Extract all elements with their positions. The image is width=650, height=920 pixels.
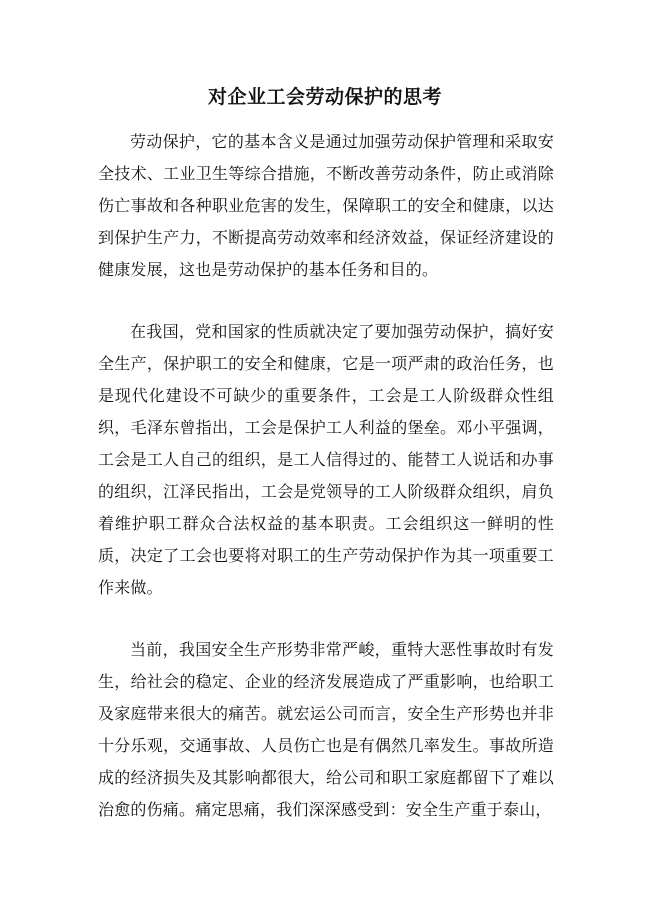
paragraph-3: 当前，我国安全生产形势非常严峻，重特大恶性事故时有发生，给社会的稳定、企业的经济发展造成了严重影响，也给职工及家庭带来很大的痛苦。就宏运公司而言，安全生产形势也并非十分乐观，交通事故、人员伤亡也是有偶然几率发生。事故所造成的经济损失及其影响都很大，给公司和职工家庭都留下了难以治愈的伤痛。痛定思痛，我们深深感受到：安全生产重于泰山， bbox=[98, 640, 554, 819]
document-title: 对企业工会劳动保护的思考 bbox=[207, 86, 442, 108]
document-body bbox=[98, 126, 554, 856]
paragraph-1: 劳动保护，它的基本含义是通过加强劳动保护管理和采取安全技术、工业卫生等综合措施，不断改善劳动条件，防止或消除伤亡事故和各种职业危害的发生，保障职工的安全和健康，以达到保护生产力，不断提高劳动效率和经济效益，保证经济建设的健康发展，这也是劳动保护的基本任务和目的。 bbox=[98, 132, 554, 279]
paragraph-2: 在我国，党和国家的性质就决定了要加强劳动保护，搞好安全生产，保护职工的安全和健康，它是一项严肃的政治任务，也是现代化建设不可缺少的重要条件，工会是工人阶级群众性组织，毛泽东曾指出，工会是保护工人利益的堡垒。邓小平强调，工会是工人自己的组织，是工人信得过的、能替工人说话和办事的组织，江泽民指出，工会是党领导的工人阶级群众组织，肩负着维护职工群众合法权益的基本职责。工会组织这一鲜明的性质，决定了工会也要将对职工的生产劳动保护作为其一项重要工作来做。 bbox=[98, 322, 554, 597]
